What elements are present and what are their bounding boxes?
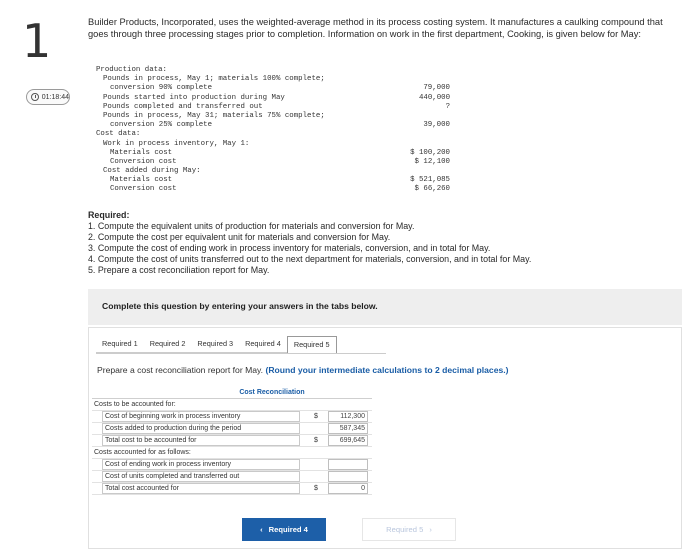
tab-instruction [97, 365, 509, 375]
production-row [96, 75, 450, 84]
production-label: Cost data: [96, 130, 141, 139]
instruction-note: (Round your intermediate calculations to 2 decimal places.) [265, 365, 509, 375]
chevron-left-icon: ‹ [260, 525, 263, 534]
recon-label-cell [92, 435, 314, 446]
production-row [96, 103, 450, 112]
required-title: Required: [88, 210, 130, 220]
recon-row [92, 459, 372, 471]
recon-label: Total cost accounted for [102, 483, 300, 494]
production-label: Pounds started into production during May [103, 93, 285, 102]
required-item: 4. Compute the cost of units transferred out to the next department for materials, conversion, and in total for May. [88, 254, 532, 264]
recon-amount-input[interactable]: 0 [328, 483, 368, 494]
recon-row [92, 447, 372, 459]
currency-symbol: $ [314, 437, 318, 444]
production-row [96, 176, 450, 185]
question-number: 1 [22, 14, 52, 68]
recon-row [92, 435, 372, 447]
required-item: 1. Compute the equivalent units of production for materials and conversion for May. [88, 221, 415, 231]
tab-divider [96, 353, 386, 354]
production-label: conversion 90% complete [110, 84, 213, 93]
requirements [88, 210, 688, 276]
required-item: 5. Prepare a cost reconciliation report for May. [88, 265, 270, 275]
recon-label-cell [92, 399, 314, 410]
production-label: Materials cost [110, 148, 173, 157]
production-data-table [96, 66, 450, 195]
production-label: Pounds completed and transferred out [103, 102, 263, 111]
required-item: 2. Compute the cost per equivalent unit for materials and conversion for May. [88, 232, 391, 242]
recon-amount-input[interactable]: 699,645 [328, 435, 368, 446]
production-label: Materials cost [110, 176, 173, 185]
recon-label: Costs added to production during the period [102, 423, 300, 434]
recon-amount-input[interactable] [328, 459, 368, 470]
previous-tab-label: Required 4 [268, 525, 308, 534]
recon-amount-input[interactable] [328, 471, 368, 482]
tab-required-1[interactable]: Required 1 [96, 336, 144, 353]
production-row [96, 94, 450, 103]
recon-row [92, 483, 372, 495]
tab-required-2[interactable]: Required 2 [144, 336, 192, 353]
production-row [96, 185, 450, 194]
production-row [96, 158, 450, 167]
recon-row [92, 411, 372, 423]
recon-label-cell [92, 483, 314, 494]
production-row [96, 84, 450, 93]
currency-symbol: $ [314, 413, 318, 420]
production-value: ? [445, 102, 450, 111]
recon-label-cell [92, 411, 314, 422]
recon-amount-input[interactable]: 112,300 [328, 411, 368, 422]
instruction-text: Prepare a cost reconciliation report for May. [97, 365, 264, 375]
currency-symbol [314, 471, 328, 482]
production-row [96, 149, 450, 158]
currency-symbol [314, 423, 328, 434]
recon-label: Cost of units completed and transferred out [102, 471, 300, 482]
recon-label-cell [92, 447, 314, 458]
production-value: $ 100,200 [410, 148, 450, 157]
production-value: $ 66,260 [414, 185, 450, 194]
recon-row [92, 423, 372, 435]
next-tab-button[interactable] [362, 518, 456, 541]
timer [26, 89, 70, 105]
production-row [96, 167, 450, 176]
currency-symbol: $ [314, 485, 318, 492]
production-row [96, 130, 450, 139]
cost-reconciliation-table [92, 387, 372, 495]
recon-label-cell [92, 471, 314, 482]
previous-tab-button[interactable] [242, 518, 326, 541]
tab-required-3[interactable]: Required 3 [191, 336, 239, 353]
recon-title: Cost Reconciliation [92, 387, 372, 399]
tab-required-5[interactable]: Required 5 [287, 336, 337, 353]
production-row [96, 140, 450, 149]
chevron-right-icon: › [429, 525, 432, 534]
recon-label: Total cost to be accounted for [102, 435, 300, 446]
production-label: Production data: [96, 66, 167, 74]
production-row [96, 121, 450, 130]
recon-label: Cost of beginning work in process inventory [102, 411, 300, 422]
instruction-banner: Complete this question by entering your answers in the tabs below. [88, 289, 682, 325]
production-label: Cost added during May: [103, 167, 201, 176]
production-label: conversion 25% complete [110, 121, 213, 130]
required-item: 3. Compute the cost of ending work in process inventory for materials, conversion, and in total for May. [88, 243, 491, 253]
production-row [96, 112, 450, 121]
recon-label: Costs to be accounted for: [94, 401, 176, 408]
recon-label: Costs accounted for as follows: [94, 449, 191, 456]
production-value: 440,000 [418, 93, 450, 102]
recon-label-cell [92, 423, 314, 434]
production-label: Work in process inventory, May 1: [103, 139, 250, 148]
production-value: 39,000 [423, 121, 450, 130]
currency-symbol [314, 459, 328, 470]
production-label: Conversion cost [110, 157, 177, 166]
recon-row [92, 399, 372, 411]
production-value: 79,000 [423, 84, 450, 93]
recon-amount-input[interactable]: 587,345 [328, 423, 368, 434]
recon-label: Cost of ending work in process inventory [102, 459, 300, 470]
recon-label-cell [92, 459, 314, 470]
clock-icon [31, 93, 39, 101]
production-label: Conversion cost [110, 185, 177, 194]
recon-row [92, 471, 372, 483]
production-value: $ 12,100 [414, 157, 450, 166]
question-intro: Builder Products, Incorporated, uses the weighted-average method in its process costing system. It manufactures a caulking compound that goes through three processing stages prior to completion. Information on work in the first department, Cooking, is given below for May: [88, 17, 663, 39]
tab-required-4[interactable]: Required 4 [239, 336, 287, 353]
requirement-tabs [96, 336, 337, 354]
production-row [96, 66, 450, 75]
timer-text: 01:18:44 [41, 93, 69, 101]
production-value: $ 521,085 [410, 176, 450, 185]
production-label: Pounds in process, May 1; materials 100% complete; [103, 75, 325, 84]
next-tab-label: Required 5 [386, 525, 424, 534]
production-label: Pounds in process, May 31; materials 75% complete; [103, 111, 325, 120]
